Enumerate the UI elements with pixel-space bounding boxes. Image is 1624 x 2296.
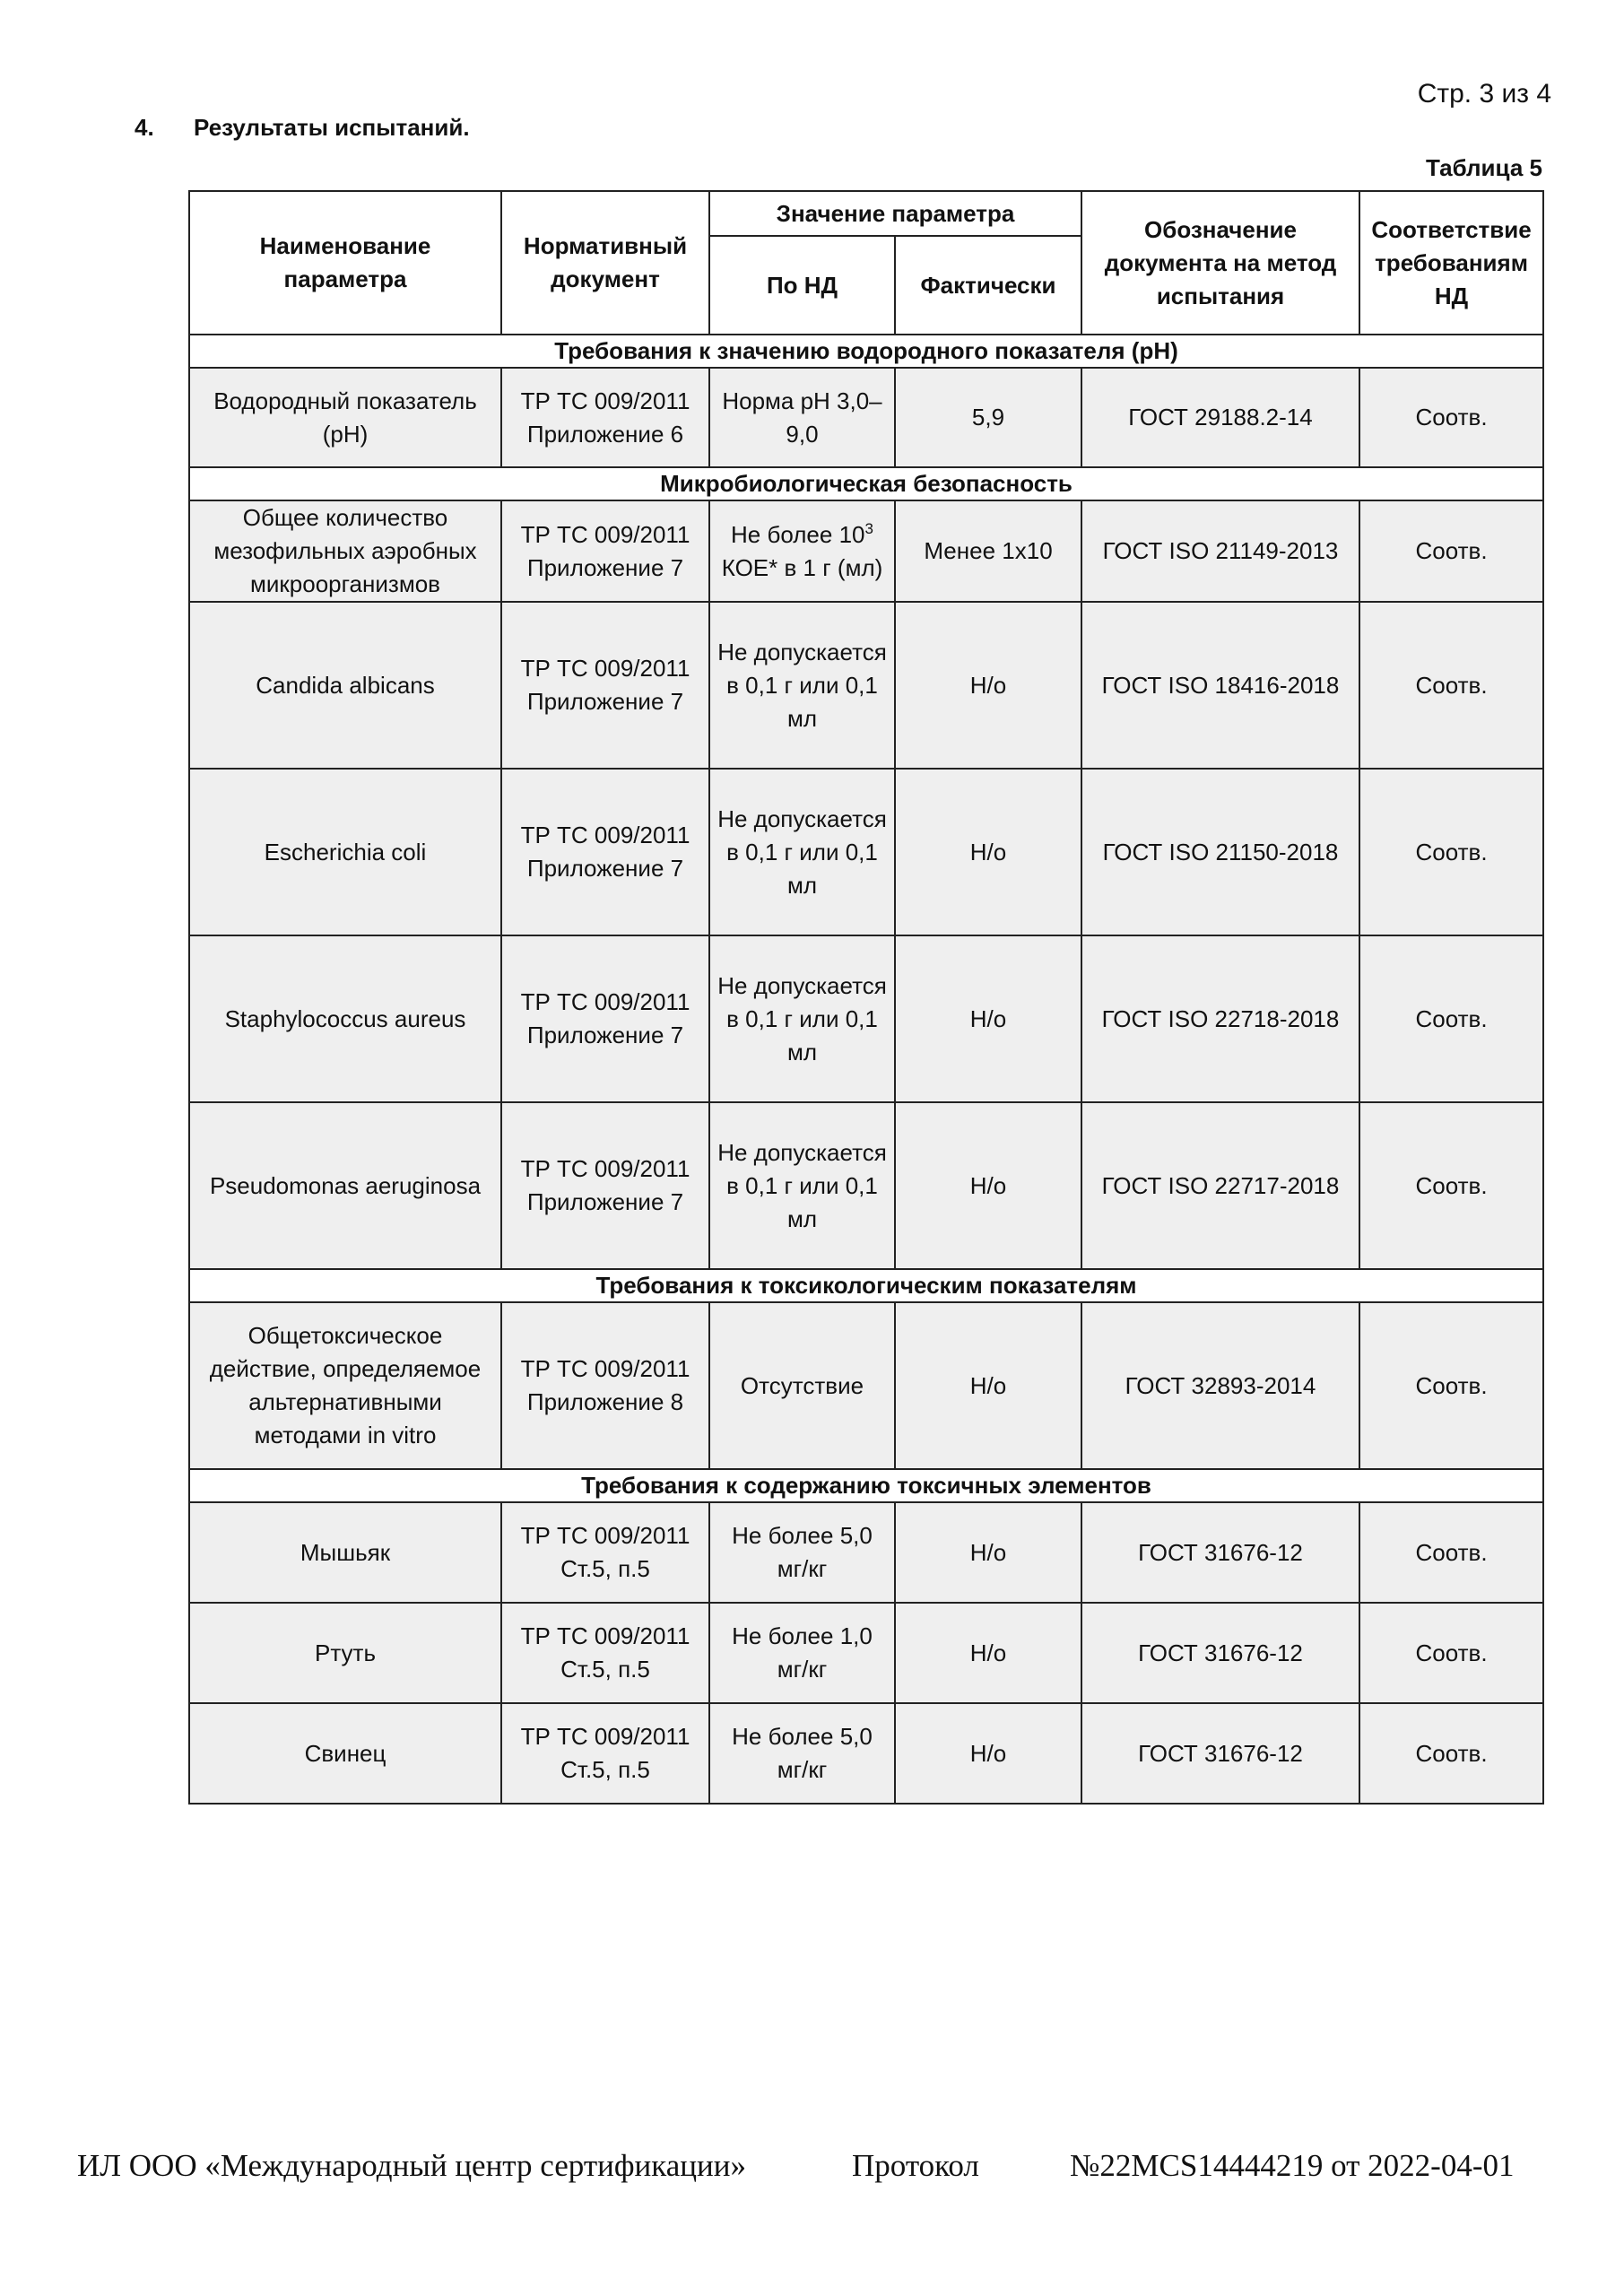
table-caption: Таблица 5	[1425, 154, 1542, 181]
section-number: 4.	[135, 114, 154, 141]
cell-actual: Н/о	[895, 1703, 1081, 1804]
cell-actual: 5,9	[895, 368, 1081, 467]
cell-compliance: Соотв.	[1359, 500, 1543, 602]
cell-actual: Н/о	[895, 935, 1081, 1102]
cell-name: Pseudomonas aeruginosa	[189, 1102, 501, 1269]
section-row: Требования к значению водородного показателя (pH)	[189, 335, 1543, 368]
cell-method: ГОСТ ISO 21149-2013	[1081, 500, 1359, 602]
cell-doc: ТР ТС 009/2011 Ст.5, п.5	[501, 1703, 709, 1804]
cell-compliance: Соотв.	[1359, 1102, 1543, 1269]
table-row	[189, 769, 1543, 935]
page-number: Стр. 3 из 4	[1417, 79, 1551, 109]
cell-norm: Не более 1,0 мг/кг	[709, 1603, 895, 1703]
norm-prefix: Не более 10	[731, 520, 865, 548]
cell-doc: ТР ТС 009/2011 Приложение 7	[501, 602, 709, 769]
cell-name: Свинец	[189, 1703, 501, 1804]
cell-name: Staphylococcus aureus	[189, 935, 501, 1102]
cell-compliance: Соотв.	[1359, 602, 1543, 769]
cell-norm: Не более 5,0 мг/кг	[709, 1703, 895, 1804]
cell-compliance: Соотв.	[1359, 1603, 1543, 1703]
cell-compliance: Соотв.	[1359, 935, 1543, 1102]
cell-doc: ТР ТС 009/2011 Приложение 7	[501, 1102, 709, 1269]
cell-compliance: Соотв.	[1359, 368, 1543, 467]
cell-actual: Н/о	[895, 1502, 1081, 1603]
header-actual: Фактически	[895, 236, 1081, 335]
results-table	[188, 190, 1544, 1805]
cell-doc: ТР ТС 009/2011 Приложение 7	[501, 769, 709, 935]
cell-compliance: Соотв.	[1359, 1502, 1543, 1603]
table-row	[189, 368, 1543, 467]
cell-norm: Не допускается в 0,1 г или 0,1 мл	[709, 1102, 895, 1269]
cell-norm: Норма pH 3,0– 9,0	[709, 368, 895, 467]
table-row	[189, 1502, 1543, 1603]
cell-method: ГОСТ 32893-2014	[1081, 1302, 1359, 1469]
cell-doc: ТР ТС 009/2011 Приложение 6	[501, 368, 709, 467]
cell-compliance: Соотв.	[1359, 1703, 1543, 1804]
cell-norm: Не допускается в 0,1 г или 0,1 мл	[709, 602, 895, 769]
section-row: Требования к токсикологическим показателям	[189, 1269, 1543, 1302]
cell-doc: ТР ТС 009/2011 Приложение 7	[501, 500, 709, 602]
section-title: Результаты испытаний.	[194, 114, 470, 141]
cell-method: ГОСТ ISO 22718-2018	[1081, 935, 1359, 1102]
cell-name: Общее количество мезофильных аэробных микроорганизмов	[189, 500, 501, 602]
section-row: Требования к содержанию токсичных элементов	[189, 1469, 1543, 1502]
header-value-group: Значение параметра	[709, 191, 1081, 236]
cell-method: ГОСТ 29188.2-14	[1081, 368, 1359, 467]
table-row	[189, 1102, 1543, 1269]
table-row	[189, 1703, 1543, 1804]
cell-actual: Н/о	[895, 1603, 1081, 1703]
header-by-nd: По НД	[709, 236, 895, 335]
cell-doc: ТР ТС 009/2011 Ст.5, п.5	[501, 1502, 709, 1603]
table-row	[189, 1302, 1543, 1469]
cell-actual: Н/о	[895, 769, 1081, 935]
cell-actual: Н/о	[895, 602, 1081, 769]
cell-name: Общетоксическое действие, определяемое альтернативными методами in vitro	[189, 1302, 501, 1469]
cell-method: ГОСТ ISO 21150-2018	[1081, 769, 1359, 935]
table-row	[189, 1603, 1543, 1703]
cell-name: Мышьяк	[189, 1502, 501, 1603]
cell-actual: Менее 1х10	[895, 500, 1081, 602]
cell-name: Водородный показатель (pH)	[189, 368, 501, 467]
table-row	[189, 500, 1543, 602]
cell-compliance: Соотв.	[1359, 1302, 1543, 1469]
cell-doc: ТР ТС 009/2011 Ст.5, п.5	[501, 1603, 709, 1703]
cell-compliance: Соотв.	[1359, 769, 1543, 935]
cell-doc: ТР ТС 009/2011 Приложение 8	[501, 1302, 709, 1469]
header-normative-doc: Нормативный документ	[501, 191, 709, 335]
header-method: Обозначение документа на метод испытания	[1081, 191, 1359, 335]
table-row	[189, 935, 1543, 1102]
cell-method: ГОСТ ISO 22717-2018	[1081, 1102, 1359, 1269]
cell-name: Candida albicans	[189, 602, 501, 769]
cell-norm	[709, 500, 895, 602]
cell-norm: Не допускается в 0,1 г или 0,1 мл	[709, 935, 895, 1102]
cell-actual: Н/о	[895, 1302, 1081, 1469]
cell-method: ГОСТ 31676-12	[1081, 1703, 1359, 1804]
header-name: Наименование параметра	[189, 191, 501, 335]
section-heading	[135, 114, 470, 142]
cell-actual: Н/о	[895, 1102, 1081, 1269]
footer-protocol-number: №22MCS14444219 от 2022-04-01	[1070, 2148, 1515, 2183]
footer-lab-name: ИЛ ООО «Международный центр сертификации»	[77, 2148, 746, 2183]
cell-norm: Не более 5,0 мг/кг	[709, 1502, 895, 1603]
norm-suffix: КОЕ* в 1 г (мл)	[721, 553, 883, 581]
cell-doc: ТР ТС 009/2011 Приложение 7	[501, 935, 709, 1102]
header-compliance: Соответствие требованиям НД	[1359, 191, 1543, 335]
cell-method: ГОСТ 31676-12	[1081, 1502, 1359, 1603]
norm-exponent: 3	[864, 519, 873, 537]
section-row: Микробиологическая безопасность	[189, 467, 1543, 500]
table-row	[189, 602, 1543, 769]
cell-method: ГОСТ 31676-12	[1081, 1603, 1359, 1703]
cell-norm: Не допускается в 0,1 г или 0,1 мл	[709, 769, 895, 935]
cell-norm: Отсутствие	[709, 1302, 895, 1469]
cell-method: ГОСТ ISO 18416-2018	[1081, 602, 1359, 769]
cell-name: Ртуть	[189, 1603, 501, 1703]
footer-doc-type: Протокол	[852, 2148, 979, 2183]
cell-name: Escherichia coli	[189, 769, 501, 935]
